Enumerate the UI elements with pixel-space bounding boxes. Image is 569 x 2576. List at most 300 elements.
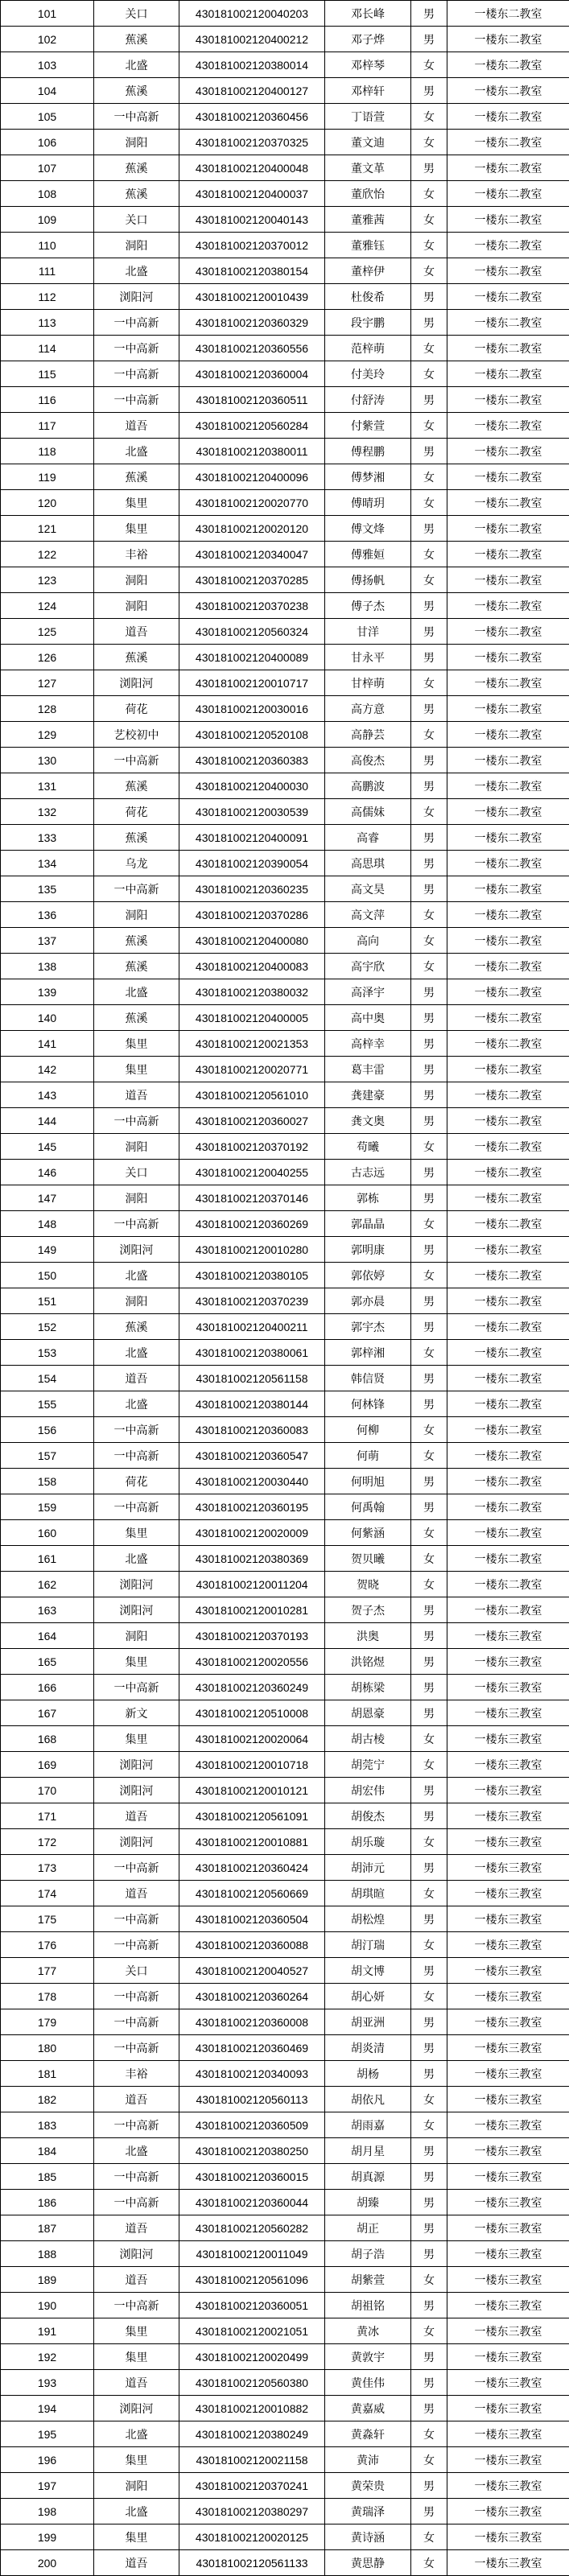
exam-room-cell: 一楼东三教室: [447, 1906, 569, 1932]
seq-number-cell: 150: [1, 1263, 94, 1288]
exam-id-cell: 430181002120010281: [179, 1597, 325, 1623]
school-cell: 浏阳河: [94, 284, 179, 310]
exam-id-cell: 430181002120360027: [179, 1108, 325, 1134]
exam-id-cell: 430181002120380011: [179, 439, 325, 464]
student-name-cell: 黄思静: [325, 2550, 411, 2576]
gender-cell: 男: [411, 696, 447, 722]
school-cell: 集里: [94, 1057, 179, 1082]
school-cell: 一中高新: [94, 104, 179, 130]
exam-room-cell: 一楼东二教室: [447, 748, 569, 773]
school-cell: 浏阳河: [94, 1778, 179, 1803]
seq-number-cell: 181: [1, 2061, 94, 2087]
exam-room-cell: 一楼东二教室: [447, 130, 569, 155]
gender-cell: 男: [411, 593, 447, 619]
exam-room-cell: 一楼东二教室: [447, 876, 569, 902]
table-row: [1, 1649, 569, 1675]
gender-cell: 男: [411, 876, 447, 902]
seq-number-cell: 174: [1, 1881, 94, 1906]
seq-number-cell: 120: [1, 490, 94, 516]
gender-cell: 男: [411, 1314, 447, 1340]
student-name-cell: 胡杨: [325, 2061, 411, 2087]
seq-number-cell: 142: [1, 1057, 94, 1082]
gender-cell: 男: [411, 1366, 447, 1391]
table-row: [1, 1134, 569, 1160]
table-row: [1, 1752, 569, 1778]
gender-cell: 男: [411, 2370, 447, 2396]
table-row: [1, 258, 569, 284]
school-cell: 蕉溪: [94, 645, 179, 670]
school-cell: 道吾: [94, 1082, 179, 1108]
table-row: [1, 799, 569, 825]
table-row: [1, 1340, 569, 1366]
table-row: [1, 1185, 569, 1211]
table-row: [1, 1263, 569, 1288]
table-row: [1, 130, 569, 155]
student-name-cell: 黄荣贵: [325, 2473, 411, 2499]
table-row: [1, 1623, 569, 1649]
school-cell: 道吾: [94, 619, 179, 645]
seq-number-cell: 101: [1, 1, 94, 27]
exam-room-cell: 一楼东二教室: [447, 310, 569, 336]
seq-number-cell: 139: [1, 979, 94, 1005]
seq-number-cell: 183: [1, 2112, 94, 2138]
seq-number-cell: 111: [1, 258, 94, 284]
gender-cell: 女: [411, 670, 447, 696]
student-name-cell: 何紫涵: [325, 1520, 411, 1546]
table-row: [1, 979, 569, 1005]
exam-id-cell: 430181002120360511: [179, 387, 325, 413]
table-row: [1, 387, 569, 413]
student-name-cell: 傅梦湘: [325, 464, 411, 490]
school-cell: 一中高新: [94, 876, 179, 902]
exam-id-cell: 430181002120360424: [179, 1855, 325, 1881]
student-name-cell: 傅子杰: [325, 593, 411, 619]
student-name-cell: 郭宇杰: [325, 1314, 411, 1340]
seq-number-cell: 144: [1, 1108, 94, 1134]
gender-cell: 女: [411, 2112, 447, 2138]
exam-id-cell: 430181002120360269: [179, 1211, 325, 1237]
seq-number-cell: 147: [1, 1185, 94, 1211]
gender-cell: 女: [411, 542, 447, 567]
exam-room-cell: 一楼东二教室: [447, 258, 569, 284]
gender-cell: 女: [411, 1340, 447, 1366]
exam-id-cell: 430181002120400212: [179, 27, 325, 52]
exam-room-cell: 一楼东二教室: [447, 1160, 569, 1185]
student-name-cell: 高儒妹: [325, 799, 411, 825]
exam-room-cell: 一楼东三教室: [447, 2061, 569, 2087]
exam-id-cell: 430181002120380144: [179, 1391, 325, 1417]
exam-id-cell: 430181002120040203: [179, 1, 325, 27]
table-row: [1, 1160, 569, 1185]
table-row: [1, 1494, 569, 1520]
gender-cell: 女: [411, 2524, 447, 2550]
seq-number-cell: 194: [1, 2396, 94, 2421]
student-name-cell: 高梓幸: [325, 1031, 411, 1057]
gender-cell: 女: [411, 1881, 447, 1906]
student-name-cell: 付美玲: [325, 361, 411, 387]
student-name-cell: 郭明康: [325, 1237, 411, 1263]
exam-room-cell: 一楼东二教室: [447, 979, 569, 1005]
seq-number-cell: 112: [1, 284, 94, 310]
gender-cell: 男: [411, 1108, 447, 1134]
school-cell: 一中高新: [94, 1417, 179, 1443]
exam-id-cell: 430181002120020770: [179, 490, 325, 516]
seq-number-cell: 189: [1, 2267, 94, 2293]
table-row: [1, 851, 569, 876]
school-cell: 乌龙: [94, 851, 179, 876]
school-cell: 一中高新: [94, 310, 179, 336]
school-cell: 浏阳河: [94, 2396, 179, 2421]
table-row: [1, 670, 569, 696]
student-name-cell: 胡汀瑞: [325, 1932, 411, 1958]
student-name-cell: 胡栋梁: [325, 1675, 411, 1700]
exam-id-cell: 430181002120340093: [179, 2061, 325, 2087]
gender-cell: 女: [411, 2447, 447, 2473]
exam-room-cell: 一楼东二教室: [447, 1391, 569, 1417]
table-row: [1, 1572, 569, 1597]
student-name-cell: 胡真源: [325, 2164, 411, 2190]
table-row: [1, 207, 569, 233]
seq-number-cell: 116: [1, 387, 94, 413]
gender-cell: 女: [411, 104, 447, 130]
exam-id-cell: 430181002120020009: [179, 1520, 325, 1546]
table-row: [1, 2370, 569, 2396]
gender-cell: 男: [411, 27, 447, 52]
school-cell: 道吾: [94, 1366, 179, 1391]
seq-number-cell: 161: [1, 1546, 94, 1572]
seq-number-cell: 175: [1, 1906, 94, 1932]
exam-room-cell: 一楼东二教室: [447, 567, 569, 593]
gender-cell: 男: [411, 979, 447, 1005]
roster-body: [1, 1, 569, 2576]
seq-number-cell: 171: [1, 1803, 94, 1829]
exam-room-cell: 一楼东二教室: [447, 464, 569, 490]
gender-cell: 男: [411, 1031, 447, 1057]
school-cell: 一中高新: [94, 361, 179, 387]
seq-number-cell: 200: [1, 2550, 94, 2576]
gender-cell: 男: [411, 1649, 447, 1675]
exam-room-cell: 一楼东二教室: [447, 490, 569, 516]
gender-cell: 男: [411, 2241, 447, 2267]
exam-room-cell: 一楼东二教室: [447, 1443, 569, 1469]
seq-number-cell: 145: [1, 1134, 94, 1160]
student-name-cell: 胡正: [325, 2215, 411, 2241]
table-row: [1, 1597, 569, 1623]
gender-cell: 男: [411, 2396, 447, 2421]
exam-id-cell: 430181002120370193: [179, 1623, 325, 1649]
exam-id-cell: 430181002120360195: [179, 1494, 325, 1520]
student-name-cell: 董文迪: [325, 130, 411, 155]
gender-cell: 男: [411, 645, 447, 670]
gender-cell: 女: [411, 1984, 447, 2009]
school-cell: 一中高新: [94, 336, 179, 361]
exam-id-cell: 430181002120370239: [179, 1288, 325, 1314]
student-name-cell: 黄嘉威: [325, 2396, 411, 2421]
exam-room-cell: 一楼东三教室: [447, 2370, 569, 2396]
seq-number-cell: 156: [1, 1417, 94, 1443]
table-row: [1, 1469, 569, 1494]
student-name-cell: 胡莞宁: [325, 1752, 411, 1778]
table-row: [1, 1082, 569, 1108]
seq-number-cell: 192: [1, 2344, 94, 2370]
school-cell: 北盛: [94, 1340, 179, 1366]
table-row: [1, 2035, 569, 2061]
seq-number-cell: 117: [1, 413, 94, 439]
exam-id-cell: 430181002120360556: [179, 336, 325, 361]
gender-cell: 男: [411, 1288, 447, 1314]
school-cell: 关口: [94, 207, 179, 233]
student-name-cell: 黄淼轩: [325, 2421, 411, 2447]
school-cell: 一中高新: [94, 2035, 179, 2061]
exam-room-cell: 一楼东三教室: [447, 2550, 569, 2576]
exam-room-cell: 一楼东三教室: [447, 1726, 569, 1752]
exam-id-cell: 430181002120370286: [179, 902, 325, 928]
seq-number-cell: 141: [1, 1031, 94, 1057]
table-row: [1, 516, 569, 542]
school-cell: 北盛: [94, 439, 179, 464]
student-name-cell: 邓梓琴: [325, 52, 411, 78]
table-row: [1, 2112, 569, 2138]
exam-room-cell: 一楼东二教室: [447, 1314, 569, 1340]
seq-number-cell: 104: [1, 78, 94, 104]
exam-room-cell: 一楼东三教室: [447, 1984, 569, 2009]
table-row: [1, 310, 569, 336]
student-name-cell: 高向: [325, 928, 411, 954]
table-row: [1, 1906, 569, 1932]
exam-id-cell: 430181002120360015: [179, 2164, 325, 2190]
student-name-cell: 何林锋: [325, 1391, 411, 1417]
exam-room-cell: 一楼东二教室: [447, 181, 569, 207]
gender-cell: 男: [411, 1160, 447, 1185]
exam-room-cell: 一楼东三教室: [447, 1700, 569, 1726]
gender-cell: 男: [411, 1675, 447, 1700]
exam-room-cell: 一楼东二教室: [447, 78, 569, 104]
table-row: [1, 2267, 569, 2293]
exam-room-cell: 一楼东二教室: [447, 542, 569, 567]
table-row: [1, 78, 569, 104]
exam-room-cell: 一楼东三教室: [447, 2112, 569, 2138]
gender-cell: 女: [411, 1263, 447, 1288]
exam-room-cell: 一楼东二教室: [447, 207, 569, 233]
exam-room-cell: 一楼东三教室: [447, 2087, 569, 2112]
exam-id-cell: 430181002120010882: [179, 2396, 325, 2421]
school-cell: 集里: [94, 1649, 179, 1675]
student-name-cell: 胡古棱: [325, 1726, 411, 1752]
seq-number-cell: 107: [1, 155, 94, 181]
exam-id-cell: 430181002120010280: [179, 1237, 325, 1263]
gender-cell: 女: [411, 413, 447, 439]
seq-number-cell: 110: [1, 233, 94, 258]
seq-number-cell: 188: [1, 2241, 94, 2267]
table-row: [1, 1314, 569, 1340]
table-row: [1, 1288, 569, 1314]
school-cell: 一中高新: [94, 1675, 179, 1700]
exam-id-cell: 430181002120400080: [179, 928, 325, 954]
exam-room-cell: 一楼东三教室: [447, 2215, 569, 2241]
student-name-cell: 高文昊: [325, 876, 411, 902]
gender-cell: 女: [411, 2550, 447, 2576]
exam-id-cell: 430181002120360008: [179, 2009, 325, 2035]
exam-id-cell: 430181002120020064: [179, 1726, 325, 1752]
seq-number-cell: 126: [1, 645, 94, 670]
exam-room-cell: 一楼东二教室: [447, 27, 569, 52]
exam-room-cell: 一楼东二教室: [447, 670, 569, 696]
school-cell: 北盛: [94, 1391, 179, 1417]
exam-id-cell: 430181002120380154: [179, 258, 325, 284]
exam-room-cell: 一楼东三教室: [447, 1752, 569, 1778]
table-row: [1, 181, 569, 207]
school-cell: 丰裕: [94, 2061, 179, 2087]
student-name-cell: 甘梓萌: [325, 670, 411, 696]
school-cell: 洞阳: [94, 1185, 179, 1211]
exam-id-cell: 430181002120020771: [179, 1057, 325, 1082]
table-row: [1, 2215, 569, 2241]
student-name-cell: 丁语萱: [325, 104, 411, 130]
exam-room-cell: 一楼东二教室: [447, 1469, 569, 1494]
student-name-cell: 胡臻: [325, 2190, 411, 2215]
gender-cell: 男: [411, 1597, 447, 1623]
seq-number-cell: 179: [1, 2009, 94, 2035]
seq-number-cell: 135: [1, 876, 94, 902]
exam-room-cell: 一楼东三教室: [447, 2524, 569, 2550]
seq-number-cell: 132: [1, 799, 94, 825]
student-name-cell: 胡宏伟: [325, 1778, 411, 1803]
exam-id-cell: 430181002120020120: [179, 516, 325, 542]
exam-id-cell: 430181002120520108: [179, 722, 325, 748]
exam-id-cell: 430181002120360329: [179, 310, 325, 336]
school-cell: 一中高新: [94, 1108, 179, 1134]
student-name-cell: 傅程鹏: [325, 439, 411, 464]
seq-number-cell: 138: [1, 954, 94, 979]
gender-cell: 男: [411, 2499, 447, 2524]
student-name-cell: 高文萍: [325, 902, 411, 928]
school-cell: 洞阳: [94, 1623, 179, 1649]
seq-number-cell: 148: [1, 1211, 94, 1237]
school-cell: 浏阳河: [94, 1572, 179, 1597]
student-name-cell: 何明旭: [325, 1469, 411, 1494]
student-name-cell: 胡文博: [325, 1958, 411, 1984]
seq-number-cell: 118: [1, 439, 94, 464]
gender-cell: 女: [411, 336, 447, 361]
student-name-cell: 洪奥: [325, 1623, 411, 1649]
table-row: [1, 748, 569, 773]
exam-room-cell: 一楼东二教室: [447, 1366, 569, 1391]
school-cell: 洞阳: [94, 130, 179, 155]
exam-room-cell: 一楼东二教室: [447, 954, 569, 979]
exam-room-cell: 一楼东三教室: [447, 1803, 569, 1829]
exam-room-cell: 一楼东三教室: [447, 1778, 569, 1803]
seq-number-cell: 146: [1, 1160, 94, 1185]
exam-id-cell: 430181002120030016: [179, 696, 325, 722]
seq-number-cell: 125: [1, 619, 94, 645]
seq-number-cell: 103: [1, 52, 94, 78]
gender-cell: 女: [411, 799, 447, 825]
exam-room-cell: 一楼东二教室: [447, 1134, 569, 1160]
gender-cell: 女: [411, 181, 447, 207]
exam-room-cell: 一楼东二教室: [447, 1237, 569, 1263]
gender-cell: 男: [411, 1778, 447, 1803]
gender-cell: 女: [411, 207, 447, 233]
school-cell: 北盛: [94, 1263, 179, 1288]
exam-room-cell: 一楼东三教室: [447, 1675, 569, 1700]
table-row: [1, 722, 569, 748]
exam-id-cell: 430181002120370012: [179, 233, 325, 258]
gender-cell: 男: [411, 1237, 447, 1263]
student-name-cell: 胡月星: [325, 2138, 411, 2164]
exam-id-cell: 430181002120020556: [179, 1649, 325, 1675]
seq-number-cell: 108: [1, 181, 94, 207]
seq-number-cell: 178: [1, 1984, 94, 2009]
school-cell: 一中高新: [94, 2190, 179, 2215]
seq-number-cell: 190: [1, 2293, 94, 2318]
gender-cell: 男: [411, 2293, 447, 2318]
exam-id-cell: 430181002120560669: [179, 1881, 325, 1906]
student-name-cell: 郭依婷: [325, 1263, 411, 1288]
gender-cell: 女: [411, 1932, 447, 1958]
exam-id-cell: 430181002120360235: [179, 876, 325, 902]
exam-id-cell: 430181002120030440: [179, 1469, 325, 1494]
gender-cell: 男: [411, 2190, 447, 2215]
exam-room-cell: 一楼东三教室: [447, 2421, 569, 2447]
gender-cell: 女: [411, 130, 447, 155]
exam-id-cell: 430181002120400083: [179, 954, 325, 979]
exam-id-cell: 430181002120370192: [179, 1134, 325, 1160]
exam-id-cell: 430181002120370146: [179, 1185, 325, 1211]
seq-number-cell: 169: [1, 1752, 94, 1778]
school-cell: 蕉溪: [94, 928, 179, 954]
table-row: [1, 1237, 569, 1263]
gender-cell: 男: [411, 2061, 447, 2087]
seq-number-cell: 170: [1, 1778, 94, 1803]
exam-id-cell: 430181002120040143: [179, 207, 325, 233]
school-cell: 关口: [94, 1, 179, 27]
student-name-cell: 高中奥: [325, 1005, 411, 1031]
table-row: [1, 284, 569, 310]
student-name-cell: 胡沛元: [325, 1855, 411, 1881]
school-cell: 一中高新: [94, 2293, 179, 2318]
exam-room-cell: 一楼东二教室: [447, 336, 569, 361]
table-row: [1, 1778, 569, 1803]
exam-id-cell: 430181002120340047: [179, 542, 325, 567]
seq-number-cell: 165: [1, 1649, 94, 1675]
exam-id-cell: 430181002120360509: [179, 2112, 325, 2138]
seq-number-cell: 182: [1, 2087, 94, 2112]
gender-cell: 女: [411, 1546, 447, 1572]
student-name-cell: 傅雅姮: [325, 542, 411, 567]
gender-cell: 男: [411, 439, 447, 464]
school-cell: 洞阳: [94, 902, 179, 928]
exam-id-cell: 430181002120510008: [179, 1700, 325, 1726]
gender-cell: 女: [411, 258, 447, 284]
gender-cell: 男: [411, 516, 447, 542]
seq-number-cell: 154: [1, 1366, 94, 1391]
student-name-cell: 何萌: [325, 1443, 411, 1469]
seq-number-cell: 133: [1, 825, 94, 851]
gender-cell: 男: [411, 155, 447, 181]
school-cell: 一中高新: [94, 748, 179, 773]
seq-number-cell: 137: [1, 928, 94, 954]
student-name-cell: 付紫萱: [325, 413, 411, 439]
student-name-cell: 杜俊希: [325, 284, 411, 310]
gender-cell: 男: [411, 1623, 447, 1649]
exam-room-cell: 一楼东二教室: [447, 387, 569, 413]
school-cell: 一中高新: [94, 1906, 179, 1932]
exam-id-cell: 430181002120380014: [179, 52, 325, 78]
table-row: [1, 2164, 569, 2190]
table-row: [1, 1031, 569, 1057]
school-cell: 丰裕: [94, 542, 179, 567]
table-row: [1, 1366, 569, 1391]
